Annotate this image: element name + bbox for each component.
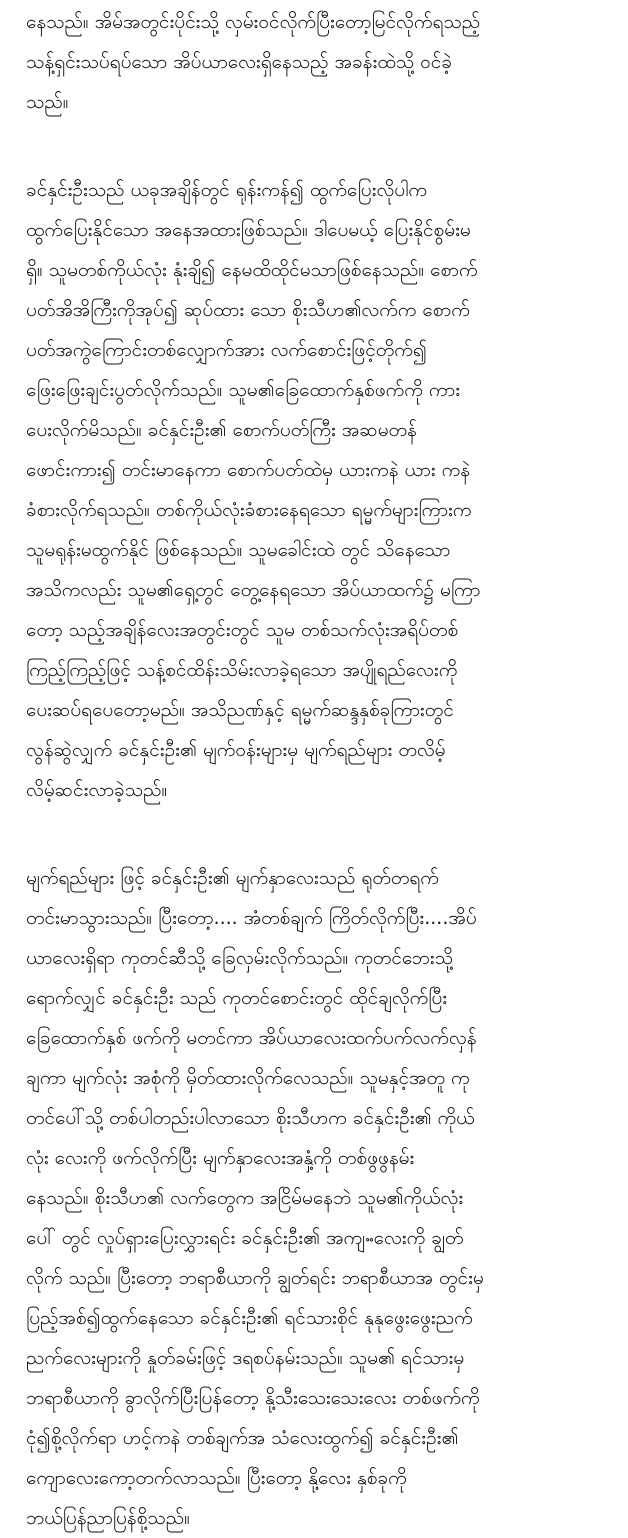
text-line: ပြည့်အစ်၍ထွက်နေသော ခင်နှင်းဦး၏ ရင်သားစိုင် နုနုဖွေးဖွေးညက် — [26, 1307, 473, 1329]
text-line: ရောက်လျှင် ခင်နှင်းဦး သည် ကုတင်စောင်းတွင် ထိုင်ချလိုက်ပြီး — [26, 987, 448, 1009]
text-line: လွန်ဆွဲလျှက် ခင်နှင်းဦး၏ မျက်ဝန်းများမှ မျက်ရည်များ တလိမ့် — [26, 739, 446, 761]
paragraph-3 — [26, 858, 602, 1538]
text-line: ပတ်အကွဲကြောင်းတစ်လျှောက်အား လက်စောင်းဖြင့်တိုက်၍ — [26, 339, 428, 361]
paragraph-1 — [26, 2, 602, 122]
paragraph-gap — [26, 810, 602, 858]
text-line: မျက်ရည်များ ဖြင့် ခင်နှင်းဦး၏ မျက်နှာလေးသည် ရုတ်တရက် — [26, 867, 439, 889]
text-line: ဘရာစီယာကို ခွာလိုက်ပြီးပြန်တော့ နို့သီးသေးသေးလေး တစ်ဖက်ကို — [26, 1387, 480, 1409]
text-line: နေသည်။ အိမ်အတွင်းပိုင်းသို့ လှမ်းဝင်လိုက်ပြီးတော့မြင်လိုက်ရသည့် — [26, 11, 481, 33]
text-line: အသိကလည်း သူမ၏ရှေ့တွင် တွေ့နေရသော အိပ်ယာထက်၌ မကြာ — [26, 579, 481, 601]
text-line: ခံစားလိုက်ရသည်။ တစ်ကိုယ်လုံးခံစားနေရသော ရမ္မက်များကြားက — [26, 499, 472, 521]
text-line: သူမရုန်းမထွက်နိုင် ဖြစ်နေသည်။ သူမခေါင်းထဲ တွင် သိနေသော — [26, 539, 451, 561]
text-line: လုံး လေးကို ဖက်လိုက်ပြီး မျက်နှာလေးအနှံ့ကို တစ်ဖွဖွနမ်း — [26, 1147, 415, 1169]
text-line: ဖြေးဖြေးချင်းပွတ်လိုက်သည်။ သူမ၏ခြေထောက်နှစ်ဖက်ကို ကား — [26, 379, 461, 401]
text-line: ပေါ် တွင် လှုပ်ရှားပြေးလွှားရင်း ခင်နှင်းဦး၏ အကျႌလေးကို ချွတ် — [26, 1227, 464, 1249]
text-line: ပေးဆပ်ရပေတော့မည်။ အသိညဏ်နှင့် ရမ္မက်ဆန္ဒနှစ်ခုကြားတွင် — [26, 699, 454, 721]
text-line: သည်။ — [26, 91, 69, 113]
text-line: လိုက် သည်။ ပြီးတော့ ဘရာစီယာကို ချွတ်ရင်း ဘရာစီယာအ တွင်းမှ — [26, 1267, 484, 1289]
text-line: ခင်နှင်းဦးသည် ယခုအချိန်တွင် ရုန်းကန်၍ ထွက်ပြေးလိုပါက — [26, 179, 427, 201]
text-line: သန့်ရှင်းသပ်ရပ်သော အိပ်ယာလေးရှိနေသည့် အခန်းထဲသို့ ဝင်ခဲ့ — [26, 51, 453, 73]
text-line: လိမ့်ဆင်းလာခဲ့သည်။ — [26, 779, 168, 801]
text-line: ပတ်အိအိကြီးကိုအုပ်၍ ဆုပ်ထား သော စိုးသီဟ၏လက်က စောက် — [26, 299, 470, 321]
text-line: တင်ပေါ်သို့ တစ်ပါတည်းပါလာသော စိုးသီဟက ခင်နှင်းဦး၏ ကိုယ် — [26, 1107, 475, 1129]
text-line: ခြေထောက်နှစ် ဖက်ကို မတင်ကာ အိပ်ယာလေးထက်ပက်လက်လှန် — [26, 1027, 477, 1049]
text-line: တင်းမာသွားသည်။ ပြီးတော့.... အံတစ်ချက် ကြိတ်လိုက်ပြီး....အိပ် — [26, 907, 477, 929]
text-line: ညက်လေးများကို နှုတ်ခမ်းဖြင့် ဒရစပ်နမ်းသည်။ သူမ၏ ရင်သားမှ — [26, 1347, 465, 1369]
text-line: နေသည်။ စိုးသီဟ၏ လက်တွေက အငြိမ်မနေဘဲ သူမ၏ကိုယ်လုံး — [26, 1187, 464, 1209]
paragraph-gap — [26, 122, 602, 170]
text-line: ရှိ။ သူမတစ်ကိုယ်လုံး နုံးချိ၍ နေမထိထိုင်မသာဖြစ်နေသည်။ စောက် — [26, 259, 478, 281]
text-line: ထွက်ပြေးနိုင်သော အနေအထားဖြစ်သည်။ ဒါပေမယ့် ပြေးနိုင်စွမ်းမ — [26, 219, 471, 241]
text-line: ဘယ်ပြန်ညာပြန်စို့သည်။ — [26, 1507, 190, 1529]
text-line: ငုံ၍စို့လိုက်ရာ ဟင့်ကနဲ တစ်ချက်အ သံလေးထွက်၍ ခင်နှင်းဦး၏ — [26, 1427, 459, 1449]
text-line: တော့ သည့်အချိန်လေးအတွင်းတွင် သူမ တစ်သက်လုံးအရိပ်တစ် — [26, 619, 459, 641]
text-line: ပေးလိုက်မိသည်။ ခင်နှင်းဦး၏ စောက်ပတ်ကြီး အဆမတန် — [26, 419, 417, 441]
text-line: ချကာ မျက်လုံး အစုံကို မှိတ်ထားလိုက်လေသည်။ သူမနှင့်အတူ ကု — [26, 1067, 470, 1089]
text-line: ကြည့်ကြည့်ဖြင့် သန့်စင်ထိန်းသိမ်းလာခဲ့ရသော အပျိုရည်လေးကို — [26, 659, 458, 681]
text-line: ကျောလေးကော့တက်လာသည်။ ပြီးတော့ နို့လေး နှစ်ခုကို — [26, 1467, 407, 1489]
text-line: ဖောင်းကား၍ တင်းမာနေကာ စောက်ပတ်ထဲမှ ယားကနဲ ယား ကနဲ — [26, 459, 471, 481]
paragraph-2 — [26, 170, 602, 810]
text-line: ယာလေးရှိရာ ကုတင်ဆီသို့ ခြေလှမ်းလိုက်သည်။ ကုတင်ဘေးသို့ — [26, 947, 453, 969]
